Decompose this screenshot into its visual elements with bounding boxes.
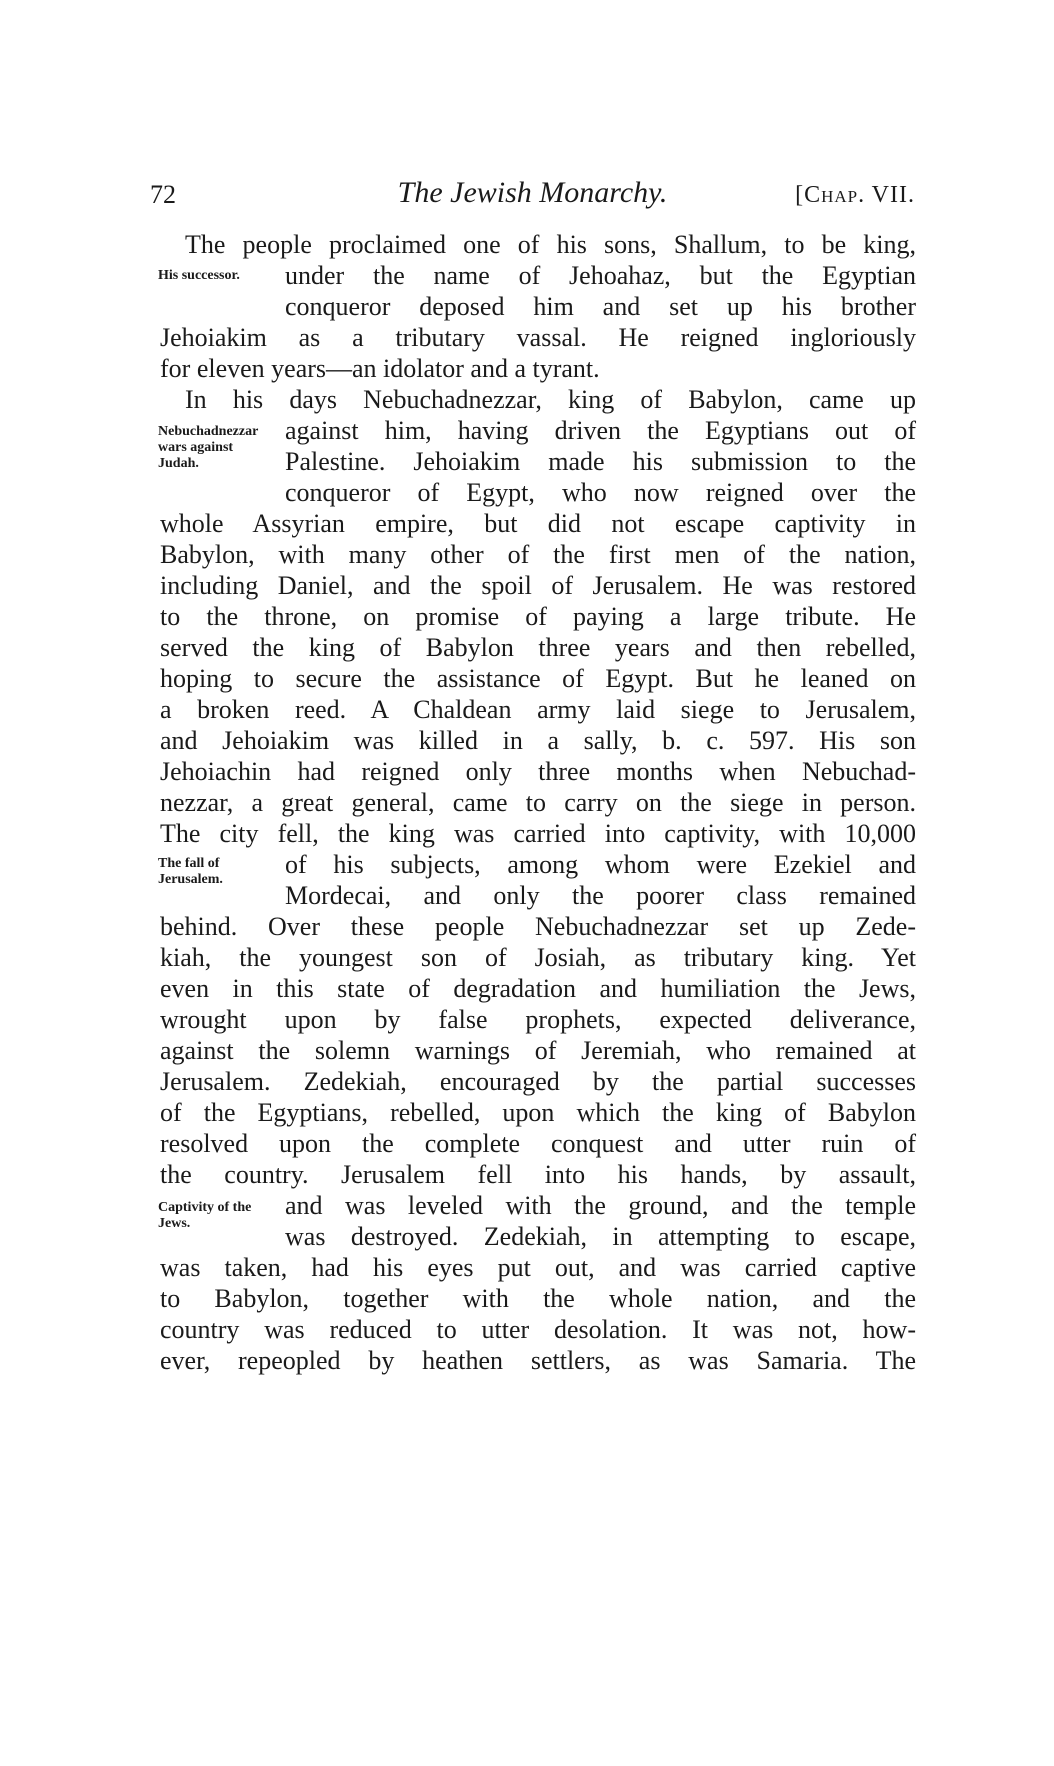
text-line: of his subjects, among whom were Ezekiel and xyxy=(285,850,916,879)
sidenote-nebuchadnezzar-wars: Nebuchadnezzar wars against Judah. xyxy=(158,424,259,471)
text-line: to the throne, on promise of paying a large tribute. He xyxy=(160,602,916,631)
text-line: against him, having driven the Egyptians out of xyxy=(285,416,916,445)
text-line: and was leveled with the ground, and the temple xyxy=(285,1191,916,1220)
text-line: was taken, had his eyes put out, and was carried captive xyxy=(160,1253,916,1282)
text-line: was destroyed. Zedekiah, in attempting to escape, xyxy=(285,1222,916,1251)
text-line: wrought upon by false prophets, expected deliverance, xyxy=(160,1005,916,1034)
text-line: including Daniel, and the spoil of Jerusalem. He was restored xyxy=(160,571,916,600)
text-line: Mordecai, and only the poorer class remained xyxy=(285,881,916,910)
text-line: a broken reed. A Chaldean army laid siege to Jerusalem, xyxy=(160,695,916,724)
text-line: ever, repeopled by heathen settlers, as was Samaria. The xyxy=(160,1346,916,1375)
text-line: Babylon, with many other of the first men of the nation, xyxy=(160,540,916,569)
text-line: Jerusalem. Zedekiah, encouraged by the partial successes xyxy=(160,1067,916,1096)
text-line: and Jehoiakim was killed in a sally, b. c. 597. His son xyxy=(160,726,916,755)
text-line: The city fell, the king was carried into captivity, with 10,000 xyxy=(160,819,916,848)
text-line: In his days Nebuchadnezzar, king of Babylon, came up xyxy=(185,385,916,414)
text-line: The people proclaimed one of his sons, Shallum, to be king, xyxy=(185,230,916,259)
text-line: to Babylon, together with the whole nation, and the xyxy=(160,1284,916,1313)
chapter-reference: [Chap. VII. xyxy=(795,182,915,208)
page-header xyxy=(150,176,915,220)
text-line: resolved upon the complete conquest and utter ruin of xyxy=(160,1129,916,1158)
text-line: kiah, the youngest son of Josiah, as tributary king. Yet xyxy=(160,943,916,972)
text-line: behind. Over these people Nebuchadnezzar set up Zede- xyxy=(160,912,916,941)
sidenote-successor: His successor. xyxy=(158,268,240,283)
text-line: of the Egyptians, rebelled, upon which the king of Babylon xyxy=(160,1098,916,1127)
text-line: Palestine. Jehoiakim made his submission to the xyxy=(285,447,916,476)
text-line: country was reduced to utter desolation. It was not, how- xyxy=(160,1315,916,1344)
sidenote-captivity: Captivity of the Jews. xyxy=(158,1200,252,1231)
text-line: the country. Jerusalem fell into his hands, by assault, xyxy=(160,1160,916,1189)
running-title: The Jewish Monarchy. xyxy=(397,176,668,209)
page-number: 72 xyxy=(150,180,176,209)
text-line: nezzar, a great general, came to carry on the siege in person. xyxy=(160,788,916,817)
text-line: conqueror deposed him and set up his brother xyxy=(285,292,916,321)
text-line: against the solemn warnings of Jeremiah, who remained at xyxy=(160,1036,916,1065)
text-line: Jehoiakim as a tributary vassal. He reigned ingloriously xyxy=(160,323,916,352)
text-line: Jehoiachin had reigned only three months when Nebuchad- xyxy=(160,757,916,786)
text-line: for eleven years—an idolator and a tyrant. xyxy=(160,354,600,383)
sidenote-fall-of-jerusalem: The fall of Jerusalem. xyxy=(158,856,223,887)
text-line: under the name of Jehoahaz, but the Egyptian xyxy=(285,261,916,290)
text-line: whole Assyrian empire, but did not escape captivity in xyxy=(160,509,916,538)
text-line: conqueror of Egypt, who now reigned over the xyxy=(285,478,916,507)
text-line: served the king of Babylon three years and then rebelled, xyxy=(160,633,916,662)
text-line: hoping to secure the assistance of Egypt. But he leaned on xyxy=(160,664,916,693)
text-line: even in this state of degradation and humiliation the Jews, xyxy=(160,974,916,1003)
